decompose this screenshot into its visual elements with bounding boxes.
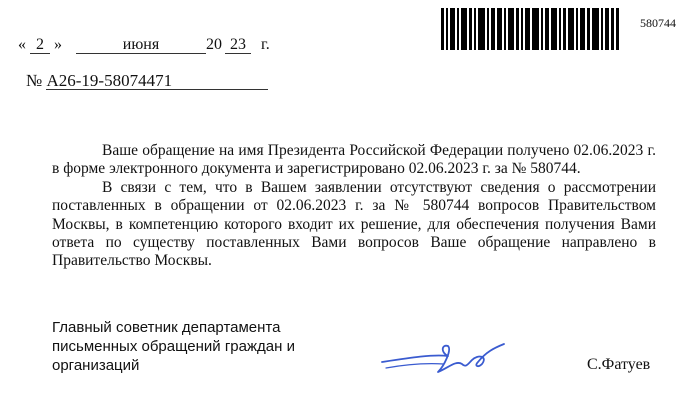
number-sign: № (26, 71, 43, 90)
barcode-bar (551, 8, 557, 50)
barcode-bar (601, 8, 603, 50)
date-month: июня (76, 36, 206, 54)
barcode-bar (580, 8, 585, 50)
barcode-bar (563, 8, 566, 50)
close-quote: » (54, 36, 62, 53)
barcode-bar (525, 8, 530, 50)
barcode-bar (474, 8, 476, 50)
barcode-bar (487, 8, 489, 50)
barcode-bar (446, 8, 448, 50)
barcode-bar (576, 8, 578, 50)
document-code: 580744 (640, 16, 676, 30)
registration-number-value: А26-19-58074471 (46, 72, 268, 90)
date-day: 2 (30, 36, 50, 54)
open-quote: « (18, 36, 26, 53)
barcode-bar (504, 8, 506, 50)
year-abbr: г. (261, 36, 270, 53)
registration-number (26, 71, 268, 91)
barcode-bar (491, 8, 495, 50)
barcode-bar (611, 8, 614, 50)
barcode-bar (592, 8, 599, 50)
barcode-bar (461, 8, 467, 50)
barcode-bar (541, 8, 543, 50)
paragraph-1: Ваше обращение на имя Президента Российской Федерации получено 02.06.2023 г. в форме электронного документа и зарегистрировано 02.06.2023 г. за № 580744. (52, 142, 656, 178)
barcode-bar (508, 8, 514, 50)
barcode-bar (587, 8, 590, 50)
barcode-bar (478, 8, 485, 50)
barcode-bar (616, 8, 619, 50)
barcode-bar (532, 8, 539, 50)
barcode-bar (568, 8, 574, 50)
letter-body (52, 142, 656, 271)
year-suffix: 23 (225, 36, 251, 54)
signature-image (378, 338, 508, 380)
barcode-bar (497, 8, 502, 50)
barcode-bar (605, 8, 609, 50)
barcode (441, 8, 619, 50)
paragraph-2: В связи с тем, что в Вашем заявлении отсутствуют сведения о рассмотрении поставленных в обращении от 02.06.2023 г. за № 580744 вопросов Правительством Москвы, в компетенцию которого входит их решение, для обеспечения получения Вами ответа по существу поставленных Вами вопросов Ваше обращение направлено в Правительство Москвы. (52, 178, 656, 270)
date-line (18, 36, 270, 54)
barcode-bar (441, 8, 444, 50)
barcode-bar (469, 8, 472, 50)
barcode-bar (545, 8, 549, 50)
barcode-bar (450, 8, 455, 50)
signer-name: С.Фатуев (587, 356, 651, 373)
signer-position (52, 318, 295, 375)
year-prefix: 20 (206, 36, 222, 53)
position-line-1: Главный советник департамента (52, 319, 281, 336)
position-line-3: организаций (52, 357, 140, 374)
barcode-bar (521, 8, 523, 50)
position-line-2: письменных обращений граждан и (52, 338, 295, 355)
barcode-bar (559, 8, 561, 50)
barcode-bar (457, 8, 459, 50)
barcode-bar (516, 8, 519, 50)
